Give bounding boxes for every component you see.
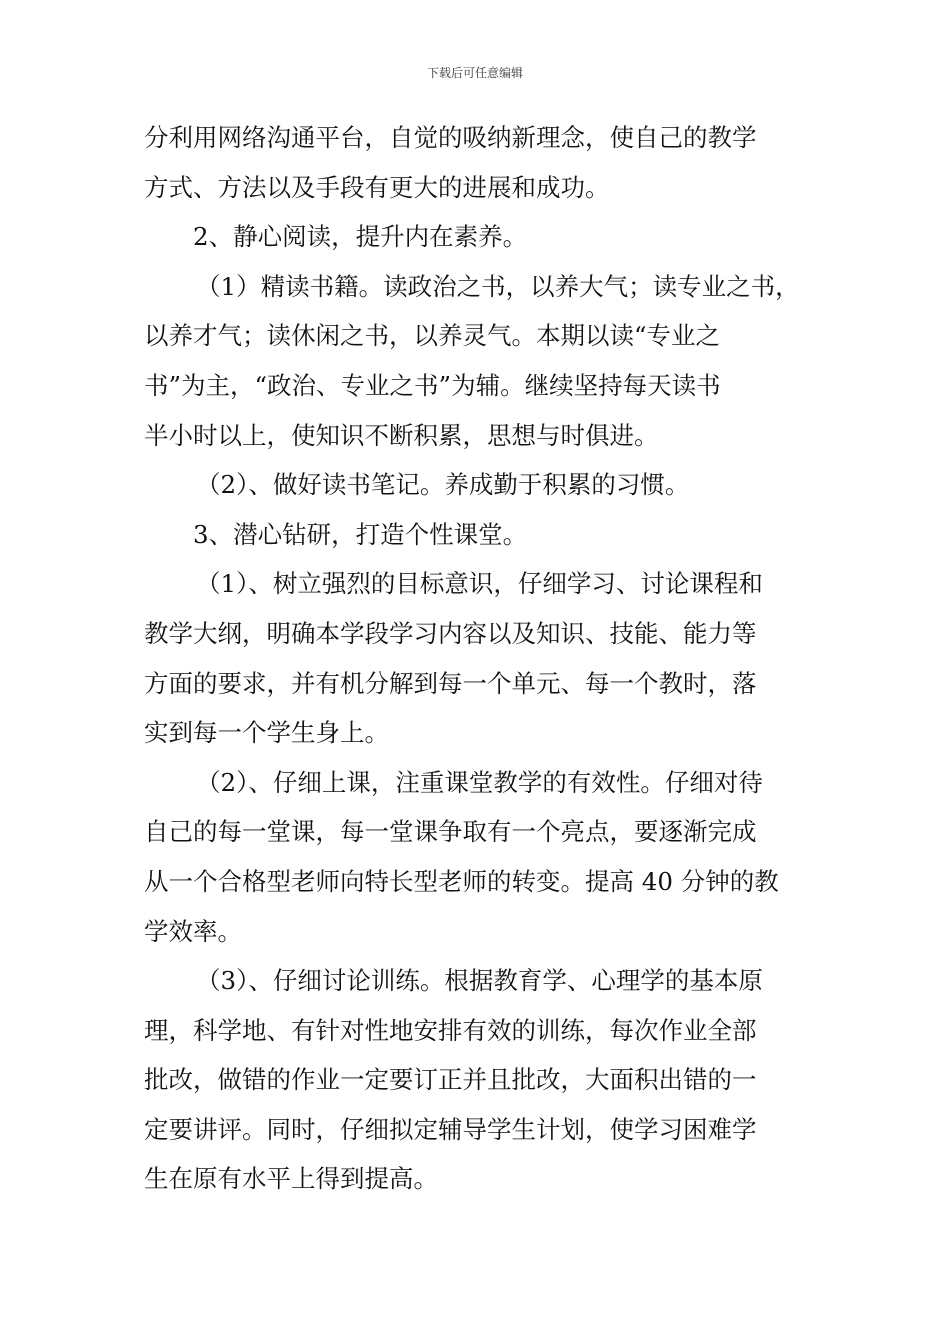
text-line: 理，科学地、有针对性地安排有效的训练，每次作业全部: [144, 1015, 757, 1045]
text-line: 批改，做错的作业一定要订正并且批改，大面积出错的一: [144, 1065, 757, 1095]
text-line: 定要讲评。同时，仔细拟定辅导学生计划，使学习困难学: [144, 1114, 757, 1144]
text-line: （1）、树立强烈的目标意识，仔细学习、讨论课程和: [196, 569, 763, 599]
text-line: 方式、方法以及手段有更大的进展和成功。: [144, 172, 610, 202]
document-body: [144, 123, 814, 1217]
text-line: （3）、仔细讨论训练。根据教育学、心理学的基本原: [196, 966, 763, 996]
text-line: 从一个合格型老师向特长型老师的转变。提高 40 分钟的教: [144, 866, 779, 896]
page-header: 下载后可任意编辑: [426, 66, 523, 80]
section-heading: 2、静心阅读，提升内在素养。: [193, 222, 528, 252]
text-line: 半小时以上，使知识不断积累，思想与时俱进。: [144, 420, 659, 450]
text-line: 教学大纲，明确本学段学习内容以及知识、技能、能力等: [144, 618, 757, 648]
text-line: 学效率。: [144, 916, 242, 946]
text-line: （1）精读书籍。读政治之书，以养大气；读专业之书，: [196, 271, 800, 301]
section-heading: 3、潜心钻研，打造个性课堂。: [193, 519, 528, 549]
text-line: 书”为主，“政治、专业之书”为辅。继续坚持每天读书: [144, 370, 721, 400]
text-line: 分利用网络沟通平台，自觉的吸纳新理念，使自己的教学: [144, 123, 757, 152]
text-line: 自己的每一堂课，每一堂课争取有一个亮点，要逐渐完成: [144, 817, 757, 847]
text-line: 以养才气；读休闲之书，以养灵气。本期以读“专业之: [144, 321, 721, 351]
text-line: 实到每一个学生身上。: [144, 718, 389, 748]
text-line: 生在原有水平上得到提高。: [144, 1164, 438, 1194]
text-line: （2）、做好读书笔记。养成勤于积累的习惯。: [196, 470, 690, 500]
text-line: 方面的要求，并有机分解到每一个单元、每一个教时，落: [144, 668, 757, 698]
text-line: （2）、仔细上课，注重课堂教学的有效性。仔细对待: [196, 767, 763, 797]
